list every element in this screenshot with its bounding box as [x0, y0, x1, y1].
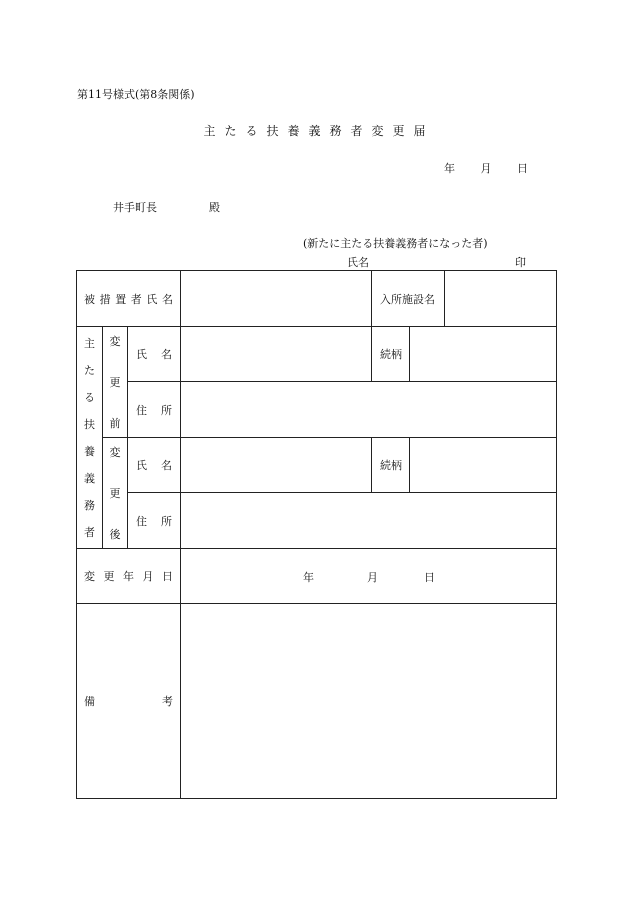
- change-date-label-cell: [77, 549, 181, 604]
- change-date-field[interactable]: [181, 549, 557, 604]
- before-address-label-cell: [128, 382, 181, 438]
- change-form-table: [76, 270, 557, 799]
- before-address-label: [128, 402, 180, 418]
- change-date-label: [77, 568, 180, 584]
- change-date-label-char: 月: [142, 570, 154, 583]
- main-obligor-label-char: 主: [84, 337, 95, 350]
- addressee-line: [113, 199, 220, 215]
- main-obligor-label: [77, 335, 102, 540]
- address-label-char: 所: [161, 514, 172, 528]
- date-year-label: 年: [444, 162, 455, 175]
- before-relation-label: 続柄: [372, 327, 410, 382]
- main-obligor-label-cell: [77, 327, 103, 549]
- form-title: 主たる扶養義務者変更届: [203, 124, 435, 138]
- before-label-char: 変: [109, 335, 121, 348]
- change-date-month: 月: [367, 571, 378, 584]
- main-obligor-label-char: 義: [84, 472, 95, 485]
- form-number: 第11号様式(第8条関係): [77, 88, 195, 101]
- after-label-char: 変: [109, 446, 121, 459]
- change-date-day: 日: [424, 571, 435, 584]
- address-label-char: 住: [136, 514, 147, 528]
- before-address-field[interactable]: [181, 382, 557, 438]
- subject-label-char: 氏: [146, 292, 158, 306]
- name-label-char: 名: [161, 348, 172, 361]
- after-relation-field[interactable]: [410, 438, 557, 493]
- after-label: [103, 444, 127, 542]
- before-label-char: 前: [109, 417, 121, 430]
- remarks-row: [77, 604, 557, 799]
- subject-row: [77, 271, 557, 327]
- seal-label: 印: [515, 256, 526, 269]
- subject-label-char: 置: [115, 292, 127, 306]
- subject-label: [77, 291, 180, 307]
- main-obligor-label-char: 務: [84, 499, 95, 512]
- before-name-field[interactable]: [181, 327, 372, 382]
- date-day-label: 日: [517, 162, 528, 175]
- change-date-label-char: 更: [103, 570, 115, 583]
- before-label-char: 更: [109, 376, 121, 389]
- after-address-label: [128, 513, 180, 529]
- after-address-row: [77, 493, 557, 549]
- date-month-label: 月: [480, 162, 492, 175]
- main-obligor-label-char: 扶: [84, 418, 95, 431]
- remarks-label-char: 考: [162, 695, 173, 708]
- after-name-label-cell: [128, 438, 181, 493]
- after-address-field[interactable]: [181, 493, 557, 549]
- after-name-label: [128, 457, 180, 473]
- change-date-year: 年: [303, 571, 314, 584]
- after-name-row: [77, 438, 557, 493]
- subject-name-field[interactable]: [181, 271, 372, 327]
- addressee: 井手町長: [113, 201, 157, 214]
- main-obligor-label-char: る: [84, 391, 95, 404]
- before-label-cell: [103, 327, 128, 438]
- facility-label: 入所施設名: [372, 271, 445, 327]
- change-date-label-char: 変: [84, 570, 95, 583]
- before-label: [103, 333, 127, 431]
- change-date-row: [77, 549, 557, 604]
- change-date-label-char: 年: [123, 570, 134, 583]
- name-label-char: 氏: [136, 459, 147, 472]
- subject-label-char: 措: [99, 292, 111, 306]
- address-label-char: 住: [136, 403, 147, 417]
- applicant-name-label: 氏名: [347, 256, 369, 269]
- remarks-label: [77, 693, 180, 709]
- main-obligor-label-char: 者: [84, 526, 95, 539]
- before-address-row: [77, 382, 557, 438]
- facility-name-field[interactable]: [445, 271, 557, 327]
- honorific: 殿: [209, 201, 220, 214]
- name-label-char: 名: [161, 459, 172, 472]
- main-obligor-label-char: た: [84, 364, 95, 377]
- main-obligor-label-char: 養: [84, 445, 95, 458]
- address-label-char: 所: [161, 403, 172, 417]
- subject-label-char: 者: [130, 292, 142, 306]
- before-name-row: [77, 327, 557, 382]
- name-label-char: 氏: [136, 348, 147, 361]
- remarks-label-char: 備: [84, 695, 95, 708]
- subject-label-char: 名: [161, 292, 173, 306]
- subject-label-char: 被: [84, 292, 95, 306]
- after-address-label-cell: [128, 493, 181, 549]
- before-name-label: [128, 346, 180, 362]
- applicant-note: (新たに主たる扶養義務者になった者): [303, 237, 488, 250]
- subject-label-cell: [77, 271, 181, 327]
- after-relation-label: 続柄: [372, 438, 410, 493]
- after-label-char: 後: [109, 528, 121, 541]
- before-relation-field[interactable]: [410, 327, 557, 382]
- before-name-label-cell: [128, 327, 181, 382]
- after-label-cell: [103, 438, 128, 549]
- remarks-label-cell: [77, 604, 181, 799]
- submission-date: [444, 160, 528, 176]
- after-label-char: 更: [109, 487, 121, 500]
- after-name-field[interactable]: [181, 438, 372, 493]
- remarks-field[interactable]: [181, 604, 557, 799]
- change-date-label-char: 日: [162, 570, 173, 583]
